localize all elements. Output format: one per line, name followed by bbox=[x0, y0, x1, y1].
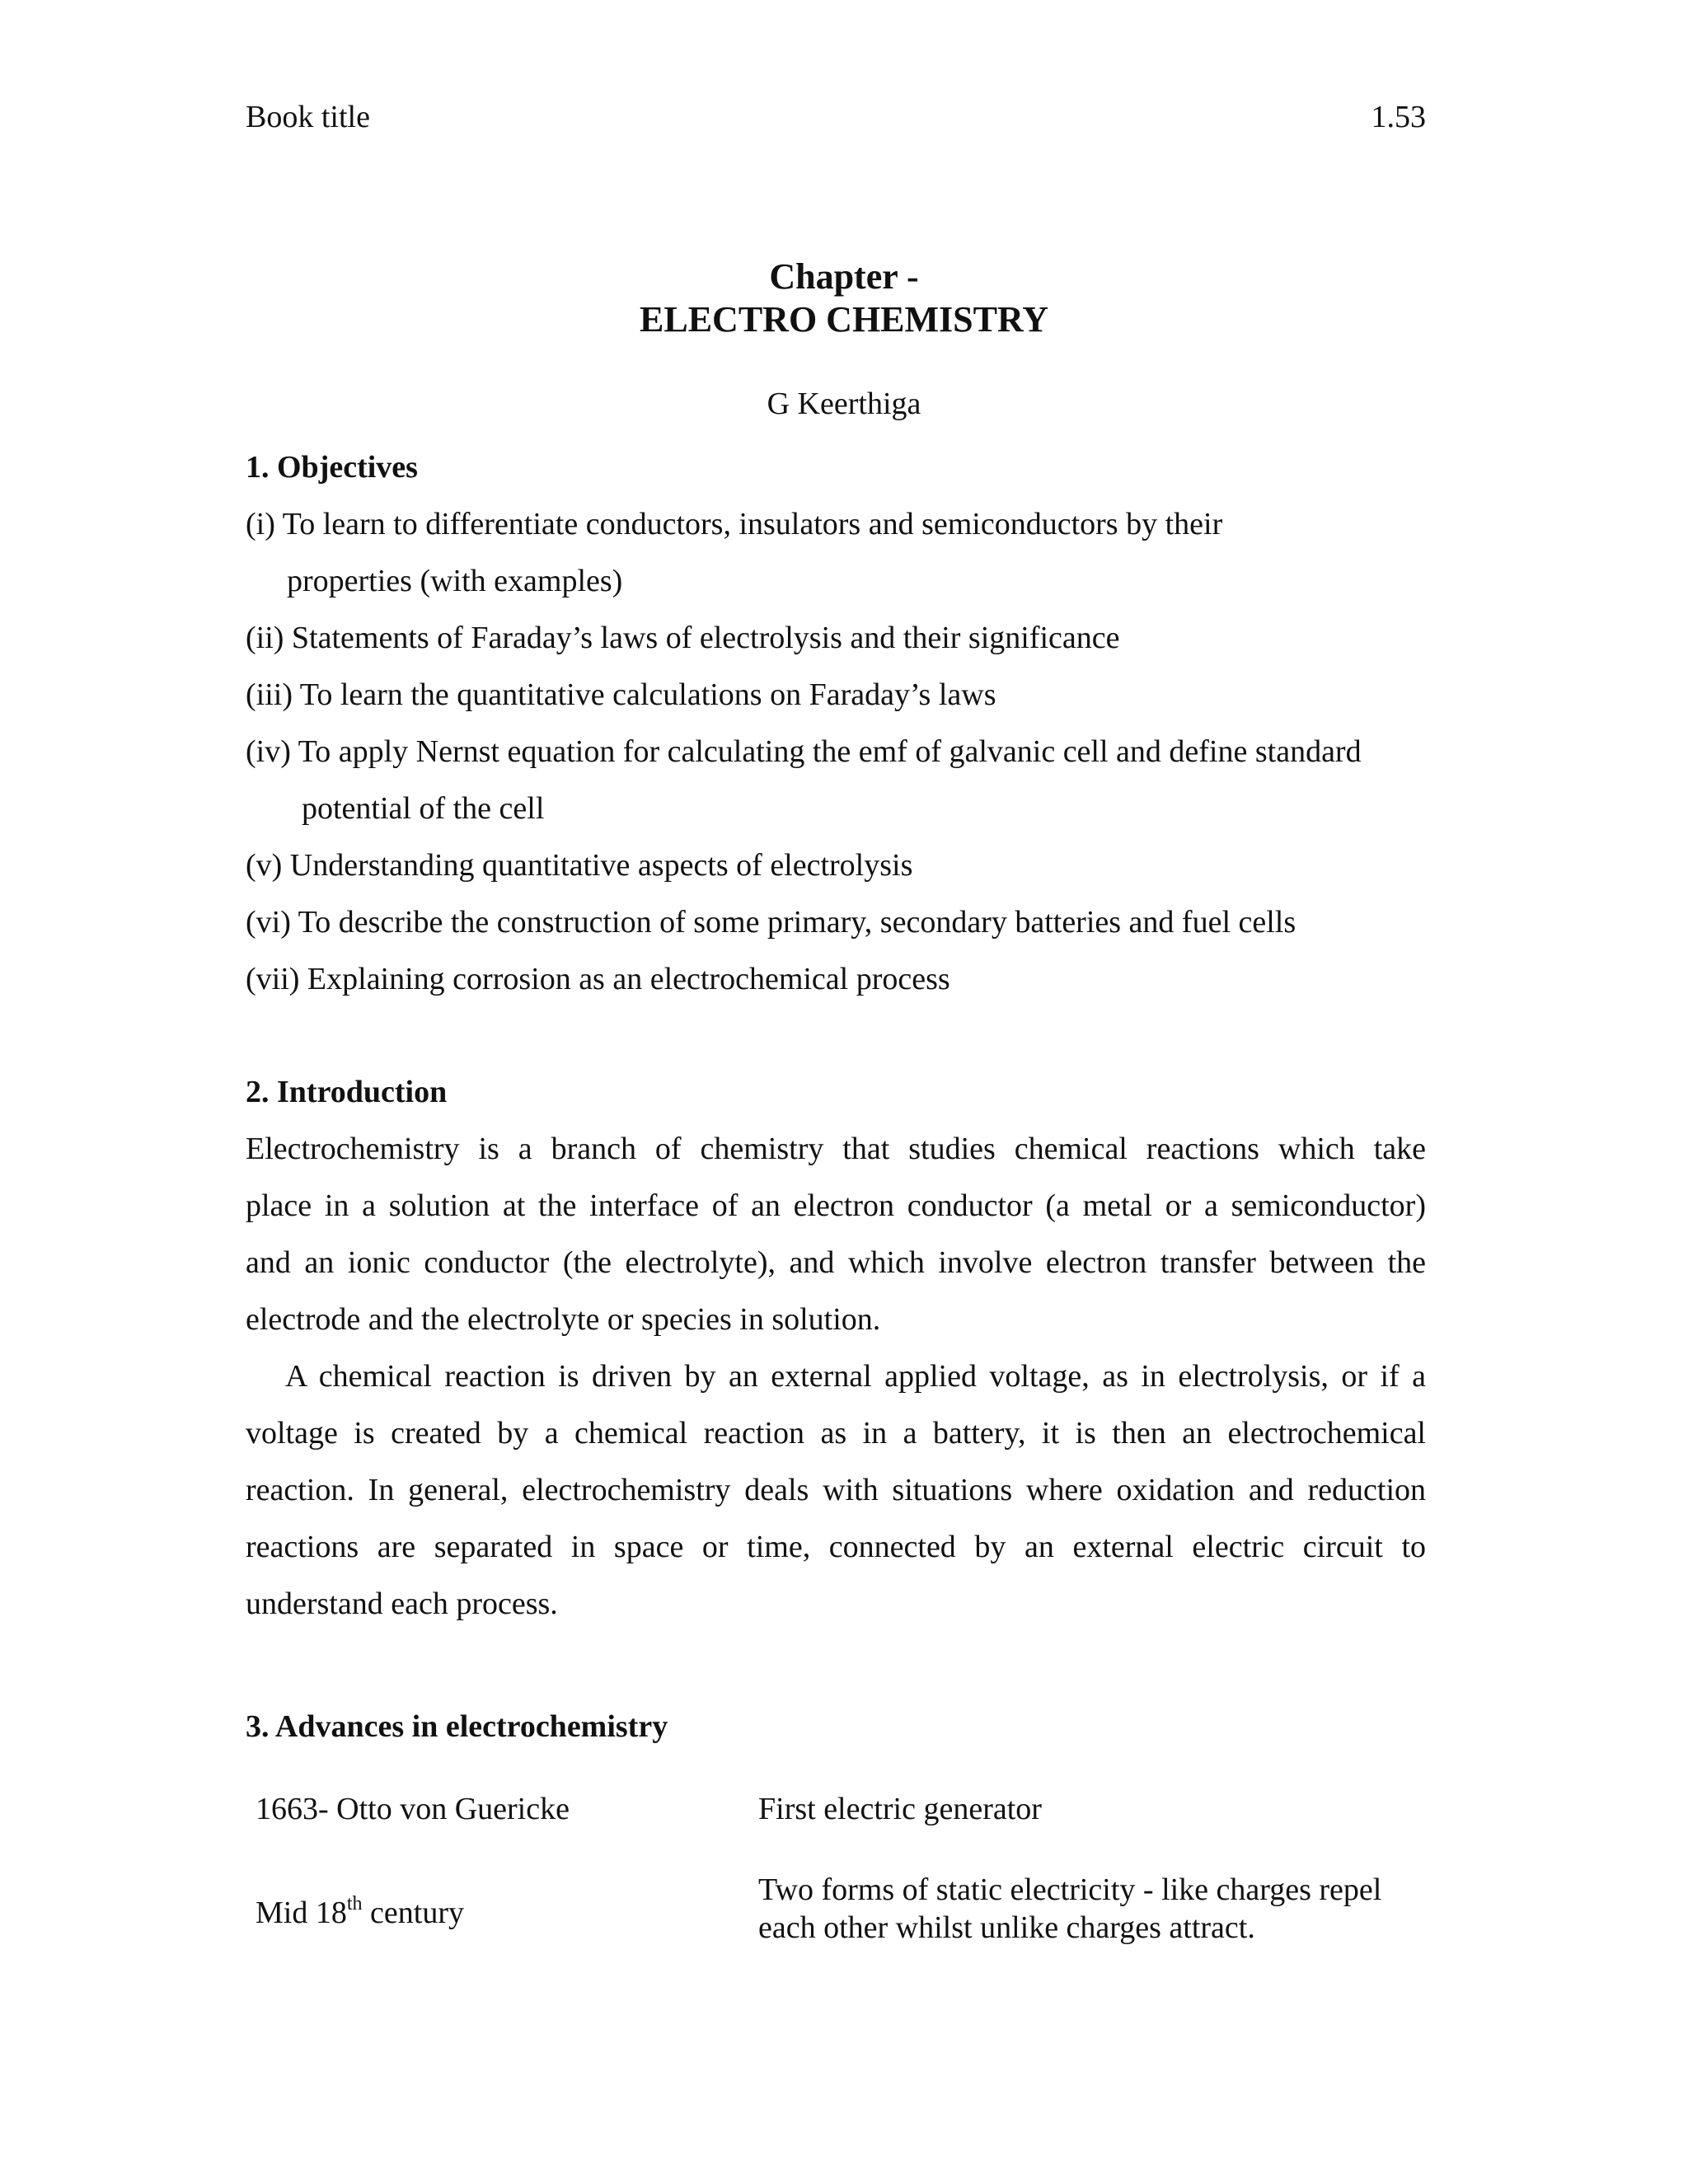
chapter-title: ELECTRO CHEMISTRY bbox=[640, 299, 1048, 340]
objective-text: (v) Understanding quantitative aspects of electrolysis bbox=[246, 848, 913, 883]
objective-text: (iv) To apply Nernst equation for calculating the emf of galvanic cell and define standard bbox=[246, 734, 1362, 769]
year-suffix: century bbox=[362, 1896, 464, 1930]
running-header-book-title: Book title bbox=[246, 100, 370, 134]
table-row bbox=[246, 1787, 1441, 1866]
paragraph-line: electrode and the electrolyte or species in solution. bbox=[246, 1302, 881, 1337]
paragraph-line: and an ionic conductor (the electrolyte), and which involve electron transfer between the bbox=[246, 1245, 1426, 1280]
list-item bbox=[246, 724, 1426, 837]
event-line: Two forms of static electricity - like charges repel bbox=[758, 1872, 1382, 1907]
paragraph-line: understand each process. bbox=[246, 1586, 558, 1621]
advances-table bbox=[246, 1787, 1441, 1965]
event-line: each other whilst unlike charges attract. bbox=[758, 1910, 1255, 1945]
paragraph-line: place in a solution at the interface of an electron conductor (a metal or a semiconductor) bbox=[246, 1188, 1426, 1223]
table-cell-event: First electric generator bbox=[758, 1792, 1042, 1826]
table-cell-event bbox=[758, 1871, 1434, 1947]
paragraph-line: voltage is created by a chemical reaction as in a battery, it is then an electrochemical bbox=[246, 1416, 1426, 1451]
table-cell-year: 1663- Otto von Guericke bbox=[256, 1792, 570, 1826]
paragraph-line: reaction. In general, electrochemistry deals with situations where oxidation and reduction bbox=[246, 1473, 1426, 1507]
paragraph-line: reactions are separated in space or time, connected by an external electric circuit to bbox=[246, 1530, 1426, 1564]
chapter-author: G Keerthiga bbox=[767, 387, 921, 421]
year-superscript: th bbox=[346, 1893, 363, 1915]
objective-text: (iii) To learn the quantitative calculations on Faraday’s laws bbox=[246, 677, 996, 712]
list-item bbox=[246, 496, 1426, 610]
introduction-paragraph-1 bbox=[246, 1121, 1426, 1348]
year-prefix: Mid 18 bbox=[256, 1896, 347, 1930]
list-item bbox=[246, 610, 1426, 667]
chapter-label: Chapter - bbox=[769, 256, 919, 297]
objectives-list bbox=[246, 496, 1426, 1008]
list-item bbox=[246, 837, 1426, 894]
chapter-title-block bbox=[0, 255, 1688, 341]
table-cell-year bbox=[256, 1894, 464, 1932]
objective-text: (vi) To describe the construction of some primary, secondary batteries and fuel cells bbox=[246, 905, 1296, 940]
list-item bbox=[246, 667, 1426, 724]
paragraph-line: A chemical reaction is driven by an external applied voltage, as in electrolysis, or if a bbox=[285, 1359, 1426, 1394]
objective-text: (vii) Explaining corrosion as an electrochemical process bbox=[246, 962, 950, 996]
paragraph-line: Electrochemistry is a branch of chemistry that studies chemical reactions which take bbox=[246, 1132, 1426, 1166]
page-number: 1.53 bbox=[1371, 100, 1426, 134]
objective-continuation: potential of the cell bbox=[302, 791, 545, 826]
objective-continuation: properties (with examples) bbox=[287, 564, 623, 598]
list-item bbox=[246, 951, 1426, 1008]
objective-text: (i) To learn to differentiate conductors, insulators and semiconductors by their bbox=[246, 507, 1223, 541]
introduction-paragraph-2 bbox=[246, 1348, 1426, 1633]
objectives-heading: 1. Objectives bbox=[246, 450, 418, 485]
advances-heading: 3. Advances in electrochemistry bbox=[246, 1709, 668, 1744]
objective-text: (ii) Statements of Faraday’s laws of electrolysis and their significance bbox=[246, 621, 1120, 655]
list-item bbox=[246, 894, 1426, 951]
introduction-heading: 2. Introduction bbox=[246, 1075, 448, 1109]
table-row bbox=[246, 1866, 1441, 1965]
main-content bbox=[246, 439, 1426, 1755]
